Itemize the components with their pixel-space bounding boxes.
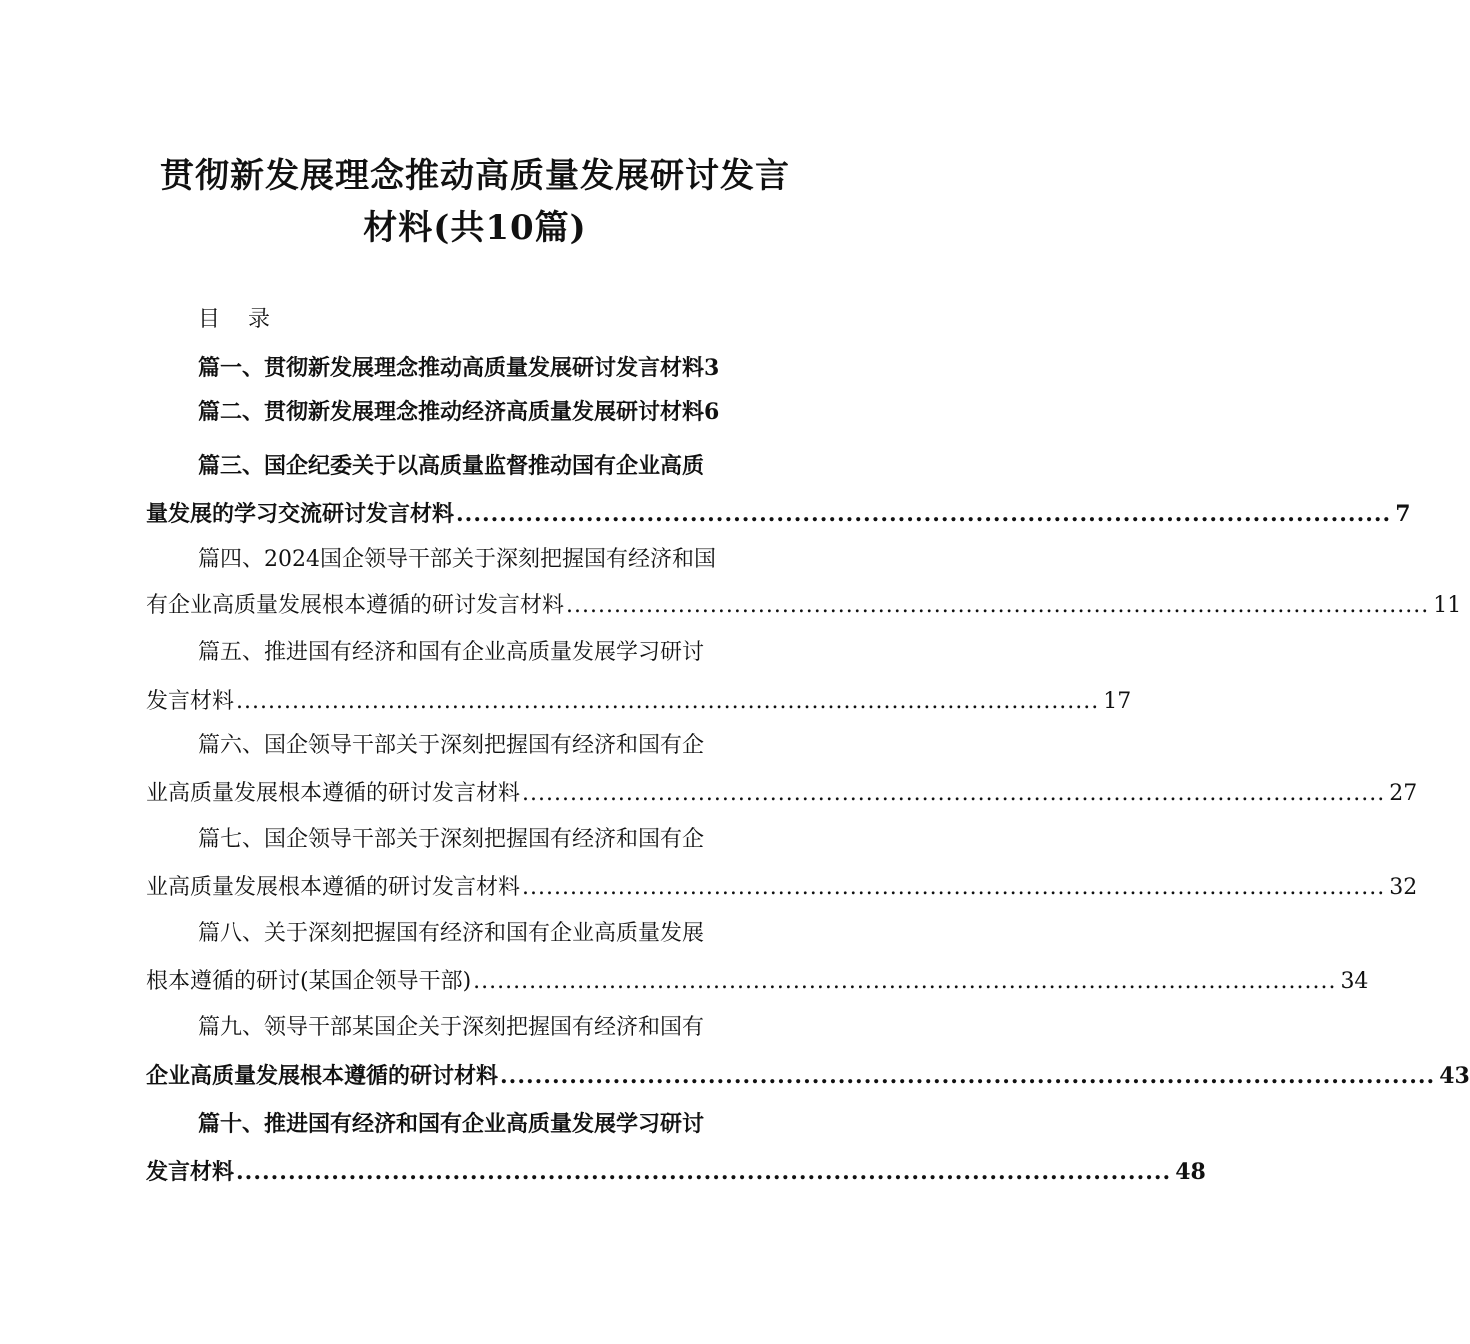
toc-page-number: 27 (1389, 781, 1418, 806)
toc-page-number: 48 (1175, 1159, 1206, 1185)
toc-entry-title: 发言材料 (146, 1159, 235, 1185)
toc-page-number: 32 (1389, 875, 1418, 900)
toc-entry-6-line-2[interactable] (146, 778, 1418, 810)
toc-entry-title: 发言材料 (146, 689, 235, 714)
toc-entry-title: 篇一、贯彻新发展理念推动高质量发展研讨发言材料 (198, 355, 705, 381)
toc-entry-title: 有企业高质量发展根本遵循的研讨发言材料 (146, 593, 565, 618)
toc-entry-7-line-2[interactable] (146, 872, 1418, 904)
toc-entry-5-line-1[interactable]: 篇五、推进国有经济和国有企业高质量发展学习研讨 (198, 640, 705, 665)
toc-entry-2[interactable] (198, 396, 719, 428)
toc-entry-title: 业高质量发展根本遵循的研讨发言材料 (146, 875, 521, 900)
toc-entry-title: 企业高质量发展根本遵循的研讨材料 (146, 1063, 499, 1089)
toc-entry-4-line-2[interactable] (146, 590, 1462, 622)
dot-leader: ............................................................................................................ (522, 781, 1386, 806)
dot-leader: ............................................................................................................ (566, 593, 1430, 618)
toc-entry-3-line-1[interactable]: 篇三、国企纪委关于以高质量监督推动国有企业高质 (198, 453, 705, 479)
toc-entry-title: 根本遵循的研讨(某国企领导干部) (146, 969, 472, 994)
toc-page-number: 43 (1439, 1063, 1470, 1089)
dot-leader: ............................................................................................................ (236, 689, 1100, 714)
toc-heading: 目 录 (198, 307, 270, 332)
document-title-line-1: 贯彻新发展理念推动高质量发展研讨发言 (160, 156, 790, 196)
toc-entry-8-line-1[interactable]: 篇八、关于深刻把握国有经济和国有企业高质量发展 (198, 921, 705, 946)
toc-entry-4-line-1[interactable]: 篇四、2024国企领导干部关于深刻把握国有经济和国 (198, 547, 716, 572)
dot-leader: ............................................................................................................ (522, 875, 1386, 900)
toc-page-number: 17 (1103, 689, 1132, 714)
toc-entry-3-line-2[interactable] (146, 498, 1411, 530)
dot-leader: ............................................................................................................ (500, 1063, 1436, 1089)
toc-entry-title: 量发展的学习交流研讨发言材料 (146, 501, 455, 527)
toc-entry-title: 篇二、贯彻新发展理念推动经济高质量发展研讨材料 (198, 399, 705, 425)
toc-entry-1[interactable] (198, 352, 719, 384)
toc-page-number: 7 (1395, 501, 1411, 527)
dot-leader: ............................................................................................................ (456, 501, 1392, 527)
toc-entry-6-line-1[interactable]: 篇六、国企领导干部关于深刻把握国有经济和国有企 (198, 733, 705, 758)
toc-entry-5-line-2[interactable] (146, 686, 1132, 718)
toc-page-number: 3 (704, 355, 720, 381)
toc-entry-8-line-2[interactable] (146, 966, 1369, 998)
toc-entry-9-line-1[interactable]: 篇九、领导干部某国企关于深刻把握国有经济和国有 (198, 1015, 705, 1040)
toc-page-number: 11 (1433, 593, 1462, 618)
dot-leader: ............................................................................................................ (236, 1159, 1172, 1185)
toc-entry-10-line-1[interactable]: 篇十、推进国有经济和国有企业高质量发展学习研讨 (198, 1111, 705, 1137)
dot-leader: ............................................................................................................ (473, 969, 1337, 994)
toc-entry-title: 业高质量发展根本遵循的研讨发言材料 (146, 781, 521, 806)
toc-entry-10-line-2[interactable] (146, 1156, 1206, 1188)
toc-page-number: 34 (1340, 969, 1369, 994)
toc-entry-9-line-2[interactable] (146, 1060, 1470, 1092)
document-title-line-2: 材料(共10篇) (363, 208, 587, 248)
toc-page-number: 6 (704, 399, 720, 425)
toc-entry-7-line-1[interactable]: 篇七、国企领导干部关于深刻把握国有经济和国有企 (198, 827, 705, 852)
